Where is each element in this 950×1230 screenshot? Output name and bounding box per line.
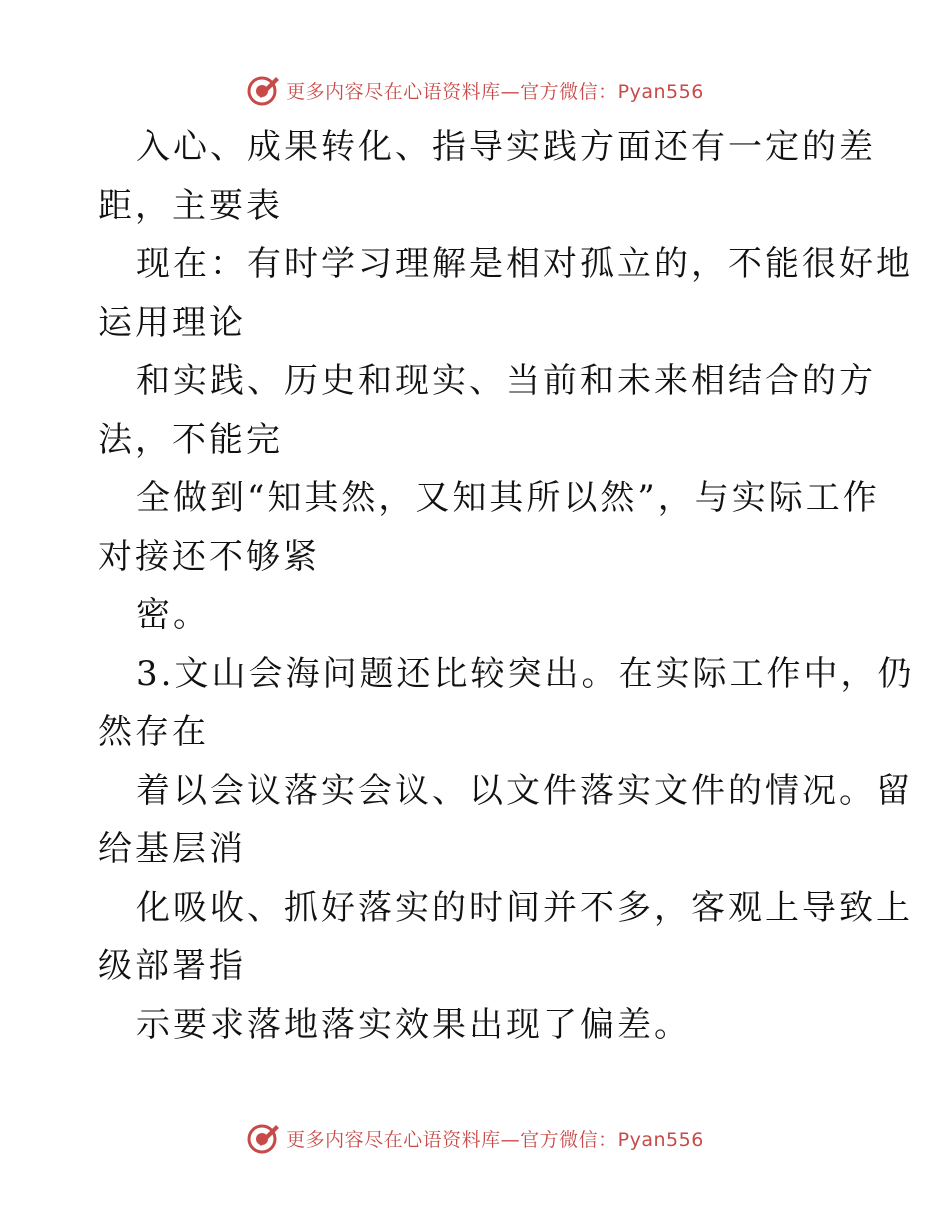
text-line: 级部署指 bbox=[98, 946, 246, 986]
document-body bbox=[98, 118, 915, 1054]
text-line: 然存在 bbox=[98, 712, 209, 752]
text-line: 密。 bbox=[136, 595, 210, 635]
text-line: 距，主要表 bbox=[98, 185, 283, 226]
text-line: 和实践、历史和现实、当前和未来相结合的方 bbox=[136, 361, 876, 401]
text-line: 示要求落地落实效果出现了偏差。 bbox=[136, 1004, 691, 1045]
pen-logo-icon bbox=[246, 1121, 280, 1155]
header-banner-text: 更多内容尽在心语资料库—官方微信：Pyan556 bbox=[286, 80, 704, 103]
text-line: 对接还不够紧 bbox=[98, 536, 320, 577]
pen-logo-icon bbox=[246, 73, 280, 107]
text-line: 现在：有时学习理解是相对孤立的，不能很好地 bbox=[136, 244, 913, 284]
text-line: 法，不能完 bbox=[98, 419, 283, 460]
text-line: 运用理论 bbox=[98, 302, 246, 343]
text-line: 3.文山会海问题还比较突出。在实际工作中，仍 bbox=[136, 653, 915, 694]
text-line: 化吸收、抓好落实的时间并不多，客观上导致上 bbox=[136, 887, 913, 928]
text-line: 入心、成果转化、指导实践方面还有一定的差 bbox=[136, 127, 876, 167]
footer-banner bbox=[0, 1118, 950, 1158]
text-line: 全做到“知其然，又知其所以然”，与实际工作 bbox=[136, 478, 880, 518]
text-line: 给基层消 bbox=[98, 829, 246, 869]
text-line: 着以会议落实会议、以文件落实文件的情况。留 bbox=[136, 770, 913, 811]
footer-banner-text: 更多内容尽在心语资料库—官方微信：Pyan556 bbox=[286, 1128, 704, 1151]
header-banner bbox=[0, 70, 950, 110]
